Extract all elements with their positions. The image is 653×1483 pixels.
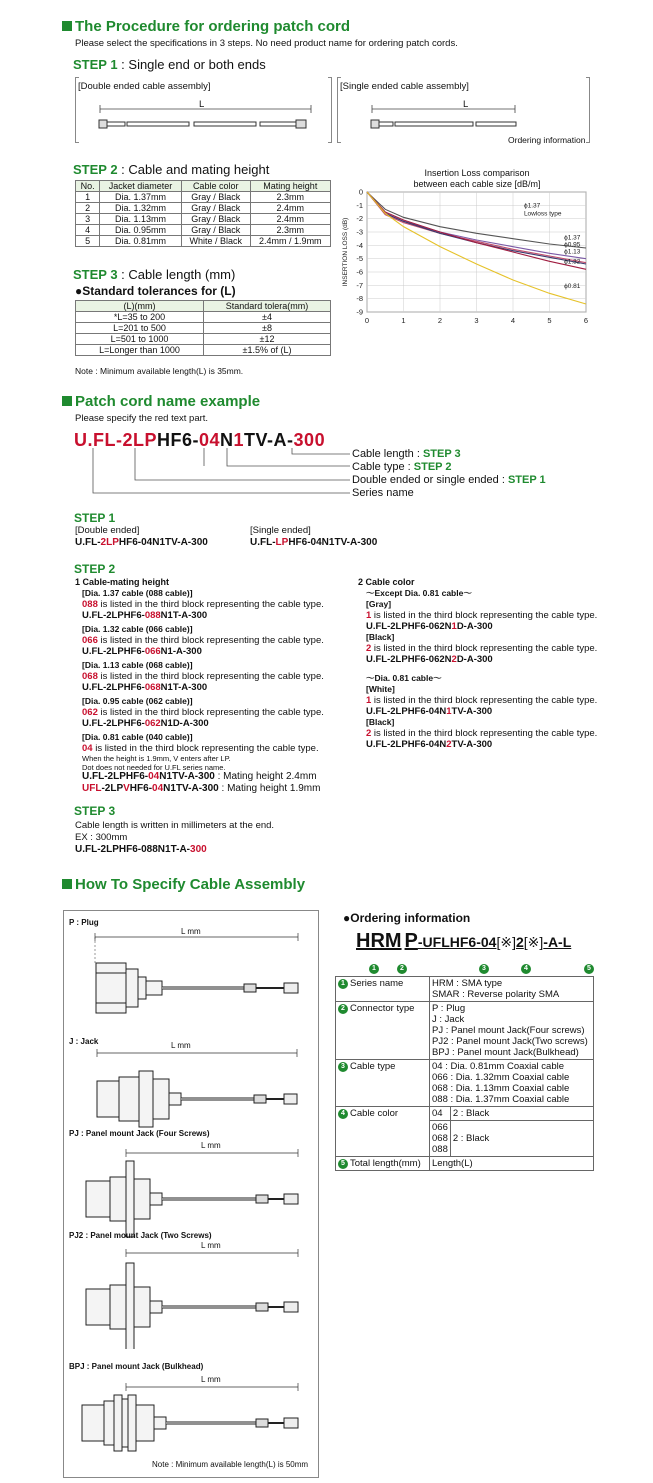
- single-ended-caption: [Single ended cable assembly]: [340, 81, 469, 92]
- series-label: ϕ0.81: [564, 283, 581, 290]
- col-no: No.: [76, 181, 100, 192]
- code-num-4: 4: [521, 958, 533, 976]
- cable-table: [75, 180, 331, 247]
- label-cable-length: Cable length : STEP 3: [352, 448, 461, 460]
- y-tick-label: -6: [356, 267, 363, 277]
- example-step2-heading: STEP 2: [74, 562, 116, 576]
- x-tick-label: 0: [364, 316, 370, 325]
- pj-dim: L mm: [201, 1141, 221, 1150]
- assembly-note: Note : Minimum available length(L) is 50mm: [152, 1460, 309, 1469]
- label-ended: Double ended or single ended : STEP 1: [352, 474, 546, 486]
- table-row: L=501 to 1000 ±12: [76, 334, 331, 345]
- step1-heading: STEP 1 : Single end or both ends: [73, 57, 266, 72]
- y-tick-label: -2: [356, 214, 363, 224]
- y-tick-label: -1: [356, 200, 363, 210]
- example-intro: Please specify the red text part.: [75, 413, 209, 424]
- list-item: [Dia. 0.81 cable (040 cable)] 04 is listed in the third block representing the cable type. When the height is 1.9mm, V enters after LP. Dot does not needed for U.FL series name.: [82, 732, 319, 772]
- cable-color-column: 2 Cable color ～Except Dia. 0.81 cable～ [Gray] 1 is listed in the third block representing the cable type. U.FL-2LPHF6-062N1D-A-300 [Black] 2 is listed in the third block representing the cable type. U.FL-2LPHF6-062N2D-A-300 ～Dia. 0.81 cable～ [White] 1 is listed in the third block representing the cable type. U.FL-2LPHF6-04N1TV-A-300 [Black] 2 is listed in the third block representing the cable type. U.FL-2LPHF6-04N2TV-A-300: [358, 577, 648, 750]
- x-tick-label: 6: [583, 316, 589, 325]
- single-ended-cable-diagram: [365, 99, 525, 135]
- y-tick-label: 0: [358, 188, 363, 197]
- tolerance-table: [75, 300, 331, 356]
- double-ended-caption-2: [Double ended]: [75, 525, 140, 536]
- plug-dim: L mm: [181, 927, 201, 936]
- y-axis-label: INSERTION LOSS (dB): [342, 217, 349, 287]
- table-row: 5 Total length(mm) Length(L): [336, 1157, 594, 1171]
- list-item: [Dia. 1.37 cable (088 cable)] 088 is listed in the third block representing the cable type. U.FL-2LPHF6-088N1T-A-300: [82, 588, 324, 621]
- tolerance-note: Note : Minimum available length(L) is 35mm.: [75, 366, 244, 376]
- plug-label: P : Plug: [69, 918, 99, 927]
- procedure-title: The Procedure for ordering patch cord: [62, 18, 350, 35]
- tolerance-table-header: (L)(mm) Standard tolera(mm): [76, 301, 331, 312]
- code-num-3: 3: [479, 958, 491, 976]
- table-row: L=Longer than 1000 ±1.5% of (L): [76, 345, 331, 356]
- double-ended-example: U.FL-2LPHF6-04N1TV-A-300: [75, 537, 208, 548]
- single-ended-box: [337, 77, 590, 149]
- bpj-label: BPJ : Panel mount Jack (Bulkhead): [69, 1362, 204, 1371]
- pj2-drawing: [76, 1249, 308, 1349]
- mating-height-list: [82, 588, 362, 772]
- double-ended-cable-diagram: [93, 99, 318, 135]
- assembly-title: How To Specify Cable Assembly: [62, 876, 305, 893]
- table-row: 3 Dia. 1.13mm Gray / Black 2.4mm: [76, 214, 331, 225]
- col-height: Mating height: [250, 181, 330, 192]
- double-ended-caption: [Double ended cable assembly]: [78, 81, 211, 92]
- example-step3-pn: U.FL-2LPHF6-088N1T-A-300: [75, 844, 207, 855]
- example-part-number: U.FL-2LPHF6-04N1TV-A-300: [74, 430, 326, 450]
- ordering-information-caption: Ordering information: [508, 135, 586, 145]
- table-row: 5 Dia. 0.81mm White / Black 2.4mm / 1.9mm: [76, 236, 331, 247]
- chart-title: [367, 168, 587, 190]
- bpj-drawing: [76, 1383, 308, 1459]
- tolerance-title: ●Standard tolerances for (L): [75, 284, 236, 298]
- insertion-loss-chart: [338, 188, 598, 348]
- table-row: *L=35 to 200 ±4: [76, 312, 331, 323]
- example-step1-heading: STEP 1: [74, 511, 116, 525]
- cable-color-title: 2 Cable color: [358, 577, 415, 587]
- code-num-5: 5: [584, 958, 596, 976]
- list-item: [Dia. 1.13 cable (068 cable)] 068 is listed in the third block representing the cable type. U.FL-2LPHF6-068N1T-A-300: [82, 660, 324, 693]
- list-item: [Dia. 0.95 cable (062 cable)] 062 is listed in the third block representing the cable type. U.FL-2LPHF6-062N1D-A-300: [82, 696, 324, 729]
- chart-title-text: Insertion Loss comparison: [424, 168, 530, 178]
- square-bullet-icon: [62, 396, 72, 406]
- y-tick-label: -9: [356, 307, 363, 317]
- list-item: [Dia. 1.32 cable (066 cable)] 066 is listed in the third block representing the cable type. U.FL-2LPHF6-066N1-A-300: [82, 624, 324, 657]
- table-row: 2 Dia. 1.32mm Gray / Black 2.4mm: [76, 203, 331, 214]
- jack-label: J : Jack: [69, 1037, 99, 1046]
- series-label: ϕ1.32: [564, 258, 581, 266]
- label-series-name: Series name: [352, 487, 414, 499]
- single-ended-example: U.FL-LPHF6-04N1TV-A-300: [250, 537, 378, 548]
- step3-heading: STEP 3 : Cable length (mm): [73, 267, 236, 282]
- example-step3-text: Cable length is written in millimeters at the end.: [75, 820, 275, 831]
- y-tick-label: -8: [356, 294, 363, 304]
- example-step3-heading: STEP 3: [74, 804, 116, 818]
- table-row: 4 Dia. 0.95mm Gray / Black 2.3mm: [76, 225, 331, 236]
- square-bullet-icon: [62, 879, 72, 889]
- y-tick-label: -3: [356, 227, 363, 237]
- col-jacket: Jacket diameter: [100, 181, 182, 192]
- pj2-label: PJ2 : Panel mount Jack (Two Screws): [69, 1231, 212, 1240]
- procedure-intro: Please select the specifications in 3 steps. No need product name for ordering patch cords.: [75, 38, 458, 49]
- table-row: 3 Cable type 04 : Dia. 0.81mm Coaxial cable 066 : Dia. 1.32mm Coaxial cable 068 : Dia. 1.13mm Coaxial cable 088 : Dia. 1.37mm Coaxial cable: [336, 1060, 594, 1107]
- ordering-info-title: ●Ordering information: [343, 911, 471, 925]
- chart-subtitle: between each cable size [dB/m]: [413, 179, 541, 189]
- pj-label: PJ : Panel mount Jack (Four Screws): [69, 1129, 210, 1138]
- table-row: 1 Series name HRM : SMA type SMAR : Reverse polarity SMA: [336, 977, 594, 1002]
- x-tick-label: 1: [401, 316, 406, 325]
- bpj-dim: L mm: [201, 1375, 221, 1384]
- x-tick-label: 4: [510, 316, 516, 325]
- series-label: ϕ1.37: [564, 234, 581, 242]
- y-tick-label: -7: [356, 280, 363, 290]
- y-tick-label: -5: [356, 254, 363, 264]
- label-cable-type: Cable type : STEP 2: [352, 461, 452, 473]
- code-num-2: 2: [397, 958, 409, 976]
- pj-drawing: [76, 1149, 308, 1239]
- single-ended-caption-2: [Single ended]: [250, 525, 311, 536]
- table-row: 4 Cable color 04 2 : Black: [336, 1107, 594, 1121]
- col-color: Cable color: [181, 181, 250, 192]
- part-number-leader-lines: [80, 448, 355, 500]
- table-row: 066 068 088 2 : Black: [336, 1121, 594, 1157]
- single-length-mark: L: [463, 99, 469, 110]
- double-length-mark: L: [199, 99, 205, 110]
- ordering-table: [335, 976, 594, 1171]
- ordering-code: HRM P-UFLHF6-04[※]2[※]-A-L: [356, 930, 572, 952]
- plug-drawing: [84, 933, 314, 1033]
- x-tick-label: 2: [437, 316, 443, 325]
- jack-dim: L mm: [171, 1041, 191, 1050]
- table-row: 1 Dia. 1.37mm Gray / Black 2.3mm: [76, 192, 331, 203]
- y-tick-label: -4: [356, 240, 363, 250]
- x-tick-label: 3: [474, 316, 479, 325]
- mating-height-24-example: U.FL-2LPHF6-04N1TV-A-300 : Mating height 2.4mm: [82, 771, 317, 782]
- pj2-dim: L mm: [201, 1241, 221, 1250]
- step2-heading: STEP 2 : Cable and mating height: [73, 162, 270, 177]
- example-step3-ex: EX : 300mm: [75, 832, 128, 843]
- connector-drawings-panel: [63, 910, 319, 1478]
- series-label: ϕ0.95: [564, 241, 581, 249]
- double-ended-box: [75, 77, 332, 149]
- square-bullet-icon: [62, 21, 72, 31]
- x-tick-label: 5: [547, 316, 552, 325]
- series-label: Lowloss type: [523, 210, 562, 218]
- cable-mating-height-title: 1 Cable-mating height: [75, 577, 170, 587]
- table-row: L=201 to 500 ±8: [76, 323, 331, 334]
- mating-height-19-example: UFL-2LPVHF6-04N1TV-A-300 : Mating height 1.9mm: [82, 783, 321, 794]
- code-num-1: 1: [369, 958, 381, 976]
- jack-drawing: [79, 1049, 309, 1139]
- cable-table-header: [76, 181, 331, 192]
- example-title: Patch cord name example: [62, 393, 260, 410]
- table-row: 2 Connector type P : Plug J : Jack PJ : Panel mount Jack(Four screws) PJ2 : Panel mount Jack(Two screws) BPJ : Panel mount Jack(Bulkhead): [336, 1002, 594, 1060]
- series-label: ϕ1.37: [523, 202, 541, 210]
- series-label: ϕ1.13: [564, 248, 581, 256]
